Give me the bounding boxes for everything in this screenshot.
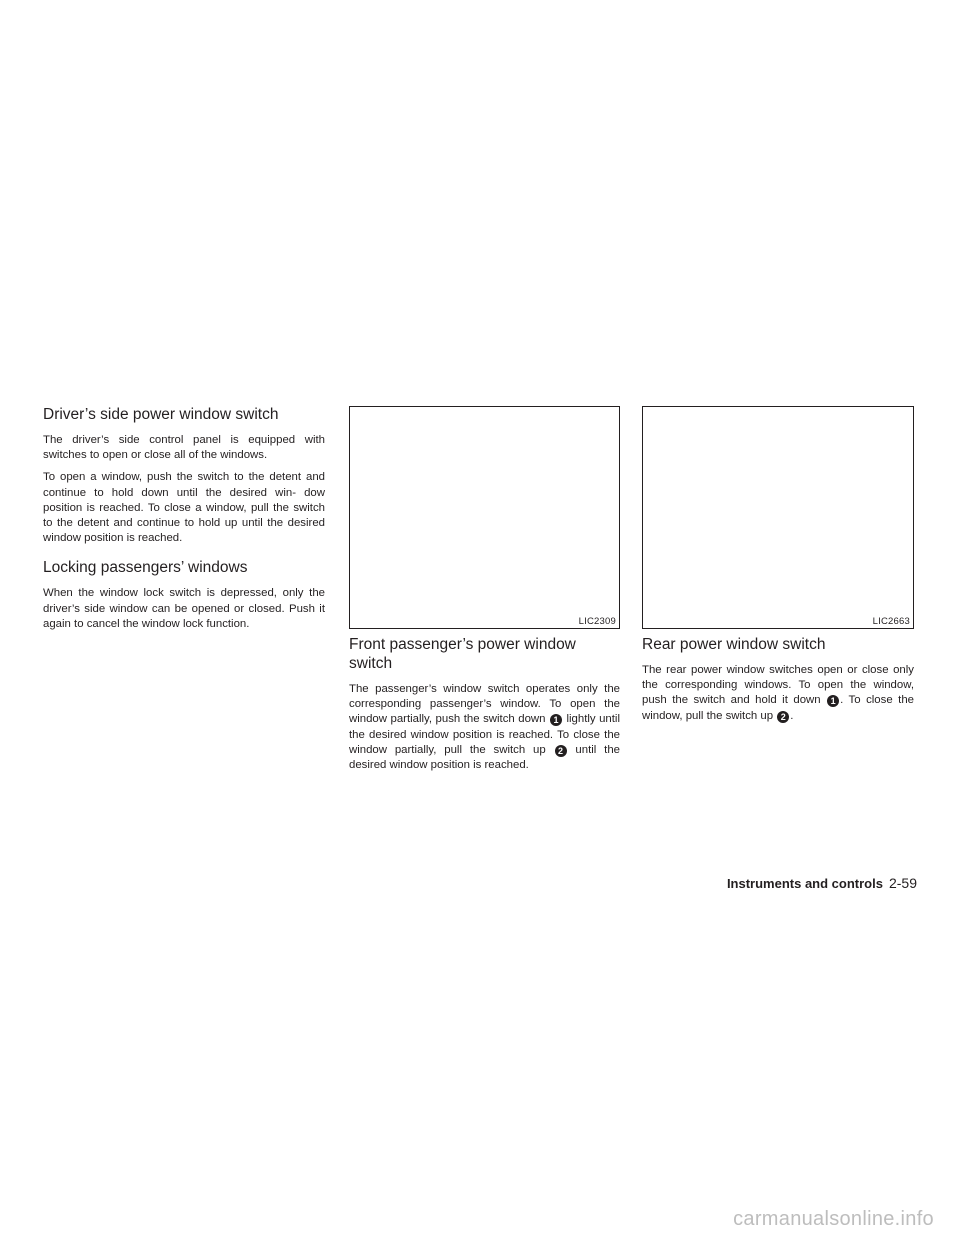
callout-1-icon: 1	[550, 714, 562, 726]
paragraph-text: until the desired window position is reached.	[349, 743, 621, 772]
driver-switch-paragraph-1: The driver’s side control panel is equipped with switches to open or close all of the windows.	[43, 434, 325, 462]
left-column	[43, 405, 325, 639]
paragraph-text: The rear power window switches open or close only the corresponding windows. To open the window, push the switch and hold it down	[642, 664, 914, 707]
figure-rear-window-switch	[642, 406, 914, 629]
page-number: 2-59	[888, 875, 917, 891]
paragraph-text: lightly until the desired window position is reached. To close the window partially, pull the switch up	[349, 713, 620, 756]
figure-label: LIC2309	[578, 616, 616, 627]
section-heading-front-passenger-switch: Front passenger’s power window switch	[349, 636, 576, 672]
page-footer	[727, 875, 917, 893]
driver-switch-paragraph-2: To open a window, push the switch to the detent and continue to hold down until the desired win- dow position is reached. To close a window, pull the switch to the detent and continue to hold up until the desired window position is reached.	[43, 471, 325, 545]
middle-column	[349, 635, 620, 780]
section-heading-locking-windows: Locking passengers’ windows	[43, 559, 248, 577]
front-passenger-paragraph	[349, 682, 620, 773]
paragraph-text: .	[790, 709, 794, 722]
paragraph-text: . To close the window, pull the switch up	[642, 694, 914, 722]
callout-2-icon: 2	[777, 711, 789, 723]
rear-window-paragraph	[642, 663, 914, 724]
locking-windows-paragraph: When the window lock switch is depressed, only the driver’s side window can be opened or closed. Push it again to cancel the window lock function.	[43, 587, 325, 630]
paragraph-text: The passenger’s window switch operates only the corresponding passenger’s window. To open the window partially, push the switch down	[349, 683, 620, 726]
section-heading-rear-window-switch: Rear power window switch	[642, 636, 826, 653]
footer-section-title: Instruments and controls	[726, 876, 883, 891]
figure-label: LIC2663	[872, 616, 910, 627]
watermark: carmanualsonline.info	[733, 1208, 934, 1230]
figure-front-passenger-switch	[349, 406, 620, 629]
right-column	[642, 635, 914, 731]
section-heading-driver-switch: Driver’s side power window switch	[43, 406, 279, 423]
callout-2-icon: 2	[555, 745, 567, 757]
callout-1-icon: 1	[827, 695, 839, 707]
